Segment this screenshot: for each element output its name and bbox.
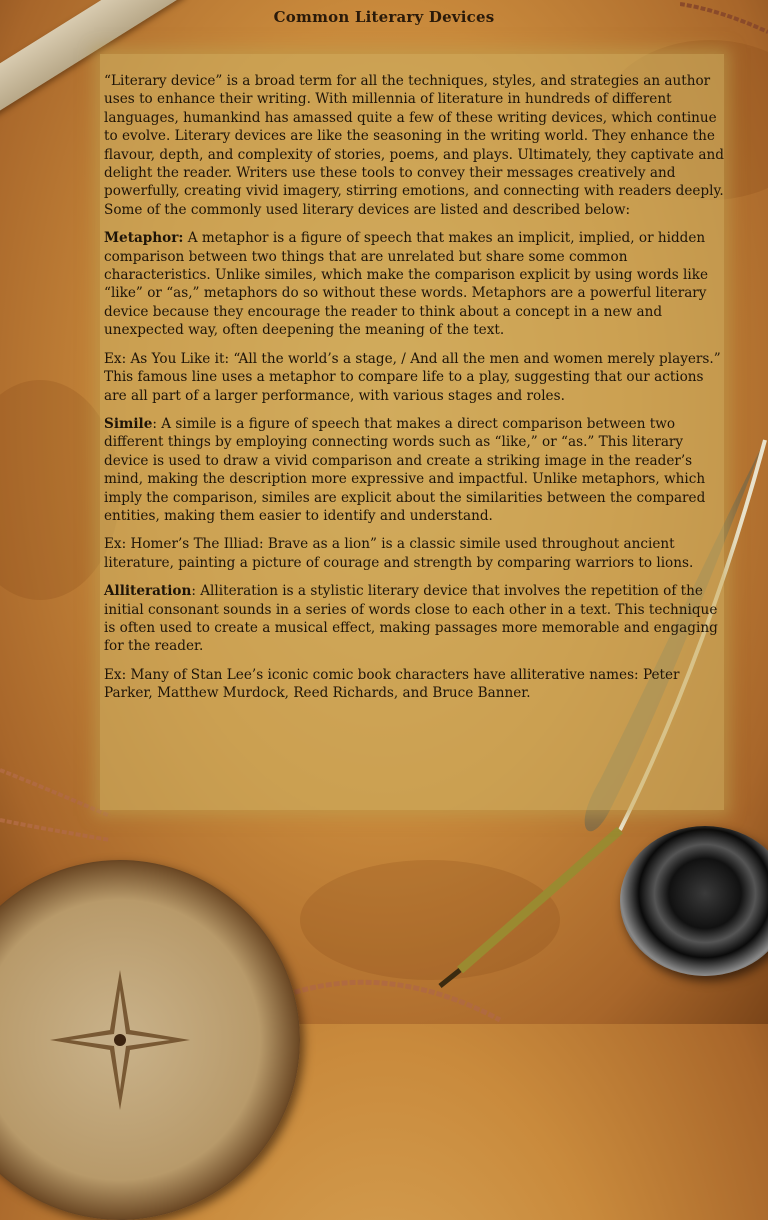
device-example: Ex: Many of Stan Lee’s iconic comic book characters have alliterative names: Peter Parker, Matthew Murdock, Reed Richards, and Bruce Banner. — [104, 666, 680, 702]
device-metaphor — [104, 229, 724, 339]
device-alliteration — [104, 582, 724, 656]
device-simile — [104, 415, 724, 525]
device-term: Metaphor: — [104, 230, 184, 247]
device-term: Alliteration — [104, 583, 192, 600]
compass-star-icon — [50, 970, 190, 1110]
article-body — [104, 72, 724, 713]
device-definition: A metaphor is a figure of speech that makes an implicit, implied, or hidden comparison between two things that are unrelated but share some common characteristics. Unlike similes, which make the comparison explicit by using words like “like” or “as,” metaphors do so without these words. Metaphors are a powerful literary device because they encourage the reader to think about a concept in a new and unexpected way, often deepening the meaning of the text. — [104, 230, 709, 339]
page-title: Common Literary Devices — [273, 8, 495, 26]
device-example: Ex: As You Like it: “All the world’s a stage, / And all the men and women merely players.” This famous line uses a metaphor to compare life to a play, suggesting that our actions are all part of a larger performance, with various stages and roles. — [104, 350, 721, 404]
intro-paragraph: “Literary device” is a broad term for all the techniques, styles, and strategies an author uses to enhance their writing. With millennia of literature in hundreds of different languages, humankind has amassed quite a few of these writing devices, which continue to evolve. Literary devices are like the seasoning in the writing world. They enhance the flavour, depth, and complexity of stories, poems, and plays. Ultimately, they captivate and delight the reader. Writers use these tools to convey their messages creatively and powerfully, creating vivid imagery, stirring emotions, and connecting with readers deeply. Some of the commonly used literary devices are listed and described below: — [104, 73, 724, 218]
device-definition: : A simile is a figure of speech that makes a direct comparison between two different things by employing connecting words such as “like,” or “as.” This literary device is used to draw a vivid comparison and create a striking image in the reader’s mind, making the description more expressive and impactful. Unlike metaphors, which imply the comparison, similes are explicit about the similarities between the compared entities, making them easier to identify and understand. — [104, 415, 706, 524]
device-definition: : Alliteration is a stylistic literary device that involves the repetition of the initial consonant sounds in a series of words close to each other in a text. This technique is often used to create a musical effect, making passages more memorable and engaging for the reader. — [104, 583, 718, 655]
device-example: Ex: Homer’s The Illiad: Brave as a lion” is a classic simile used throughout ancient literature, painting a picture of courage and strength by comparing warriors to lions. — [104, 536, 694, 571]
device-term: Simile — [104, 415, 153, 432]
compass-illustration — [0, 860, 300, 1220]
